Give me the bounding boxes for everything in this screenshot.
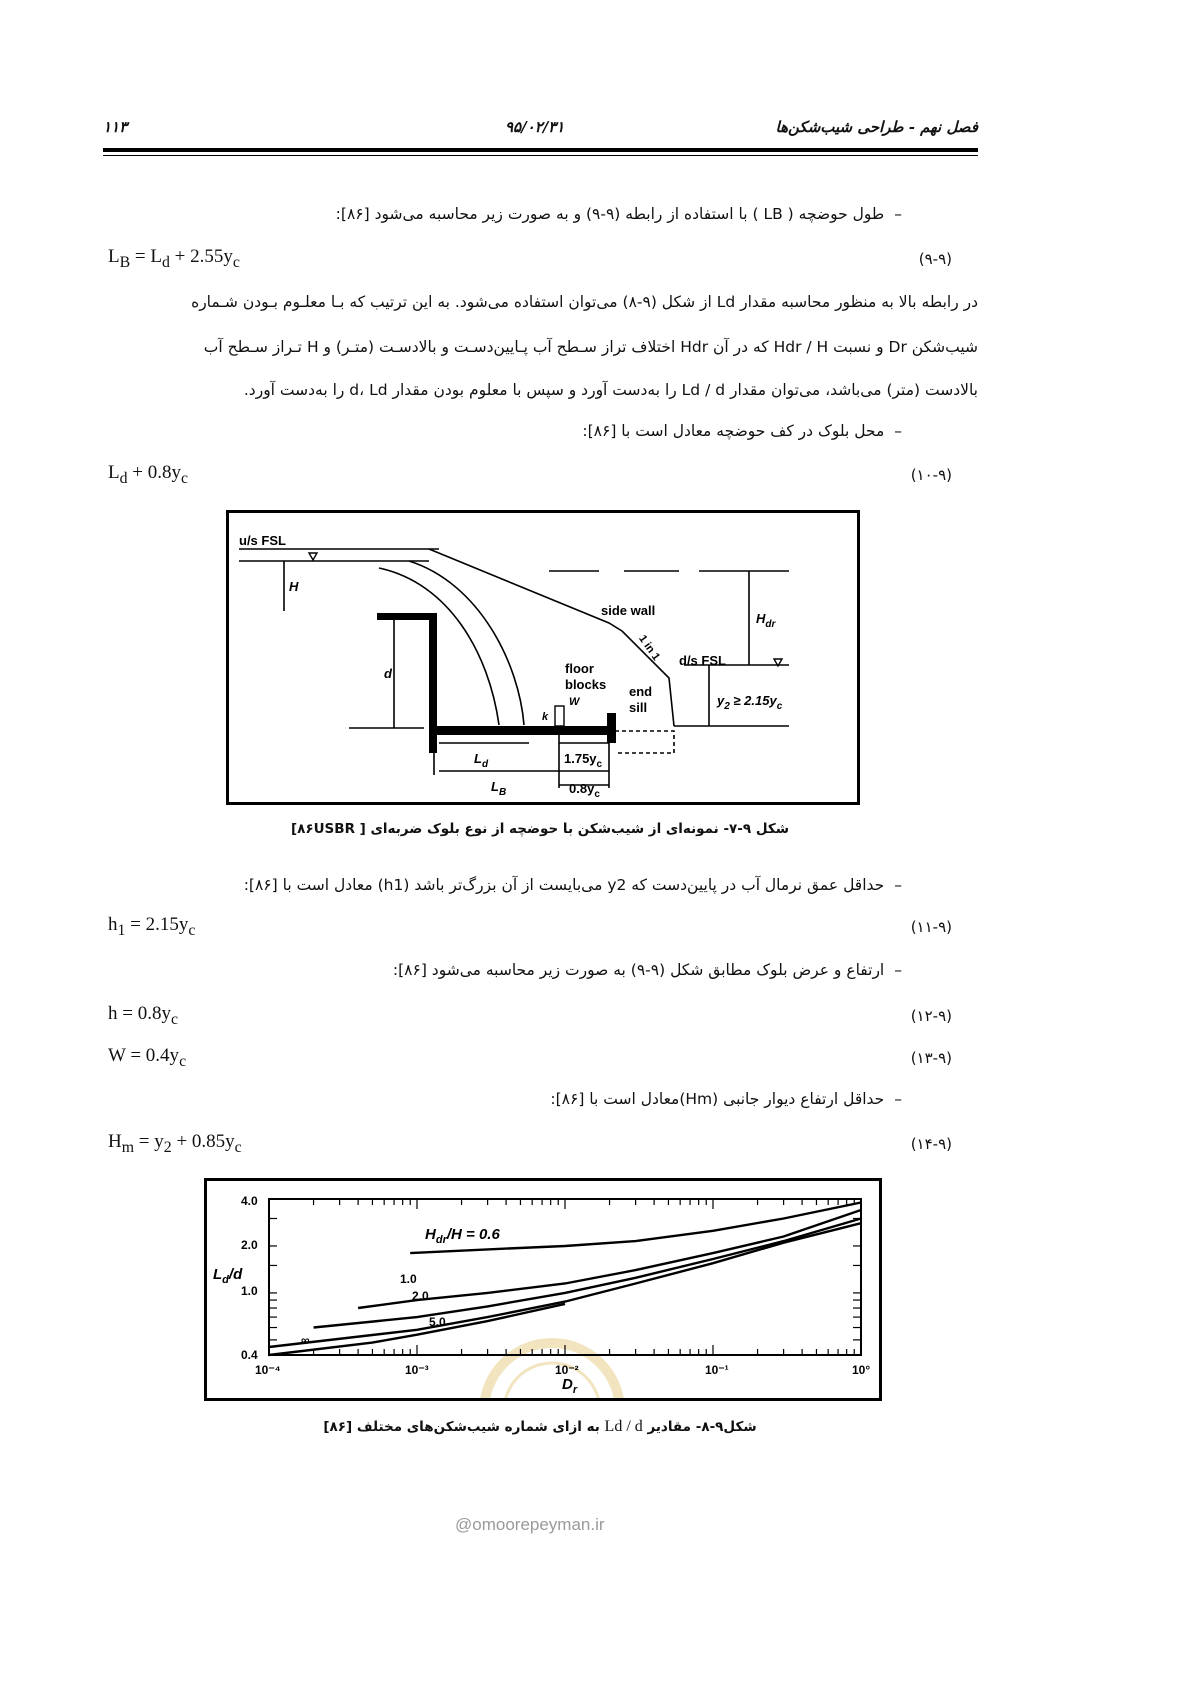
series-label-10: 1.0 [400,1272,417,1286]
paragraph-line-1: در رابطه بالا به منظور محاسبه مقدار Ld از شکل (۹-۸) می‌توان استفاده می‌شود. به این ترتیب که بـا معلـوم بـودن شـماره [191,293,978,311]
bullet-block-location: –محل بلوک در کف حوضچه معادل است با [۸۶]: [582,422,902,440]
x-tick-1e-4: 10⁻⁴ [255,1363,281,1377]
chapter-title: فصل نهم - طراحی شیب‌شکن‌ها [775,118,978,136]
paragraph-line-2: شیب‌شکن Dr و نسبت Hdr / H که در آن Hdr اختلاف تراز سـطح آب پـایین‌دسـت و بالادسـت (متـر) و H تـراز سـطح آب [203,338,978,356]
header-date: ۹۵/۰۲/۳۱ [505,118,565,136]
equation-number-9-9: (۹-۹) [918,250,952,268]
bullet-min-depth: –حداقل عمق نرمال آب در پایین‌دست که y2 می‌بایست از آن بزرگ‌تر باشد (h1) معادل است با [۸۶]: [243,876,902,894]
y-tick-04: 0.4 [241,1348,258,1362]
label-us-fsl: u/s FSL [239,533,286,548]
label-ds-fsl: d/s FSL [679,653,726,668]
end-sill-block [607,713,616,743]
equation-number-12-9: (۱۲-۹) [910,1007,952,1025]
bullet-block-size: –ارتفاع و عرض بلوک مطابق شکل (۹-۹) به صورت زیر محاسبه می‌شود [۸۶]: [392,961,902,979]
bullet-dash: – [894,205,902,223]
equation-9-9: $L_B = L_d + 2.55y_c$ [108,246,240,271]
equation-10-9: $L_d + 0.8y_c$ [108,462,189,487]
series-line-1 [358,1210,861,1308]
watermark-text: @omoorepeyman.ir [455,1515,605,1534]
label-H: H [289,579,299,594]
label-175yc: $1.75y_c$ [564,751,603,770]
series-label-inf: ∞ [301,1333,310,1347]
bullet-text: طول حوضچه ( LB ) با استفاده از رابطه (۹-۹) و به صورت زیر محاسبه می‌شود [۸۶]: [335,205,885,223]
equation-13-9: $W = 0.4y_c$ [108,1045,187,1070]
x-tick-1e-2: 10⁻² [555,1363,579,1377]
y-tick-4: 4.0 [241,1194,258,1208]
equation-12-9: $h = 0.8y_c$ [108,1003,178,1028]
series-label-50: 5.0 [429,1315,446,1329]
y-axis-label: $L_d/d$ [213,1266,243,1286]
basin-floor [429,726,614,735]
bullet-basin-length [336,205,902,223]
header-rule-thin [103,155,978,156]
x-tick-1e-3: 10⁻³ [405,1363,429,1377]
paragraph-line-3: بالادست (متر) می‌باشد، می‌توان مقدار Ld / d را به‌دست آورد و سپس با معلوم بودن مقدار d، Ld را به‌دست آورد. [243,381,978,399]
label-y2-relation: $y_2 \ge 2.15y_c$ [717,693,783,712]
series-label-20: 2.0 [412,1289,429,1303]
ld-d-chart [207,1181,879,1398]
figure-7-caption: شکل ۹-۷- نمونه‌ای از شیب‌شکن با حوضچه از نوع بلوک ضربه‌ای [ ۸۶USBR] [290,821,790,837]
equation-11-9: $h_1 = 2.15y_c$ [108,914,196,939]
equation-number-14-9: (۱۴-۹) [910,1135,952,1153]
series-line-3 [269,1223,861,1347]
label-side-wall: side wall [601,603,656,618]
floor-block [555,706,564,726]
label-blocks: blocks [565,677,607,692]
watermark-seal [484,1343,620,1398]
label-W: W [569,696,580,708]
figure-drop-structure [226,510,860,805]
equation-number-13-9: (۱۳-۹) [910,1049,952,1067]
figure-8-caption: شکل۹-۸- مقادیر Ld / d به ازای شماره شیب‌شکن‌های مختلف [۸۶] [323,1418,757,1435]
series-line-2 [314,1219,861,1328]
equation-number-11-9: (۱۱-۹) [910,918,952,936]
label-floor: floor [565,661,594,676]
header-rule-thick [103,148,978,152]
label-Hdr: $H_{dr}$ [756,611,776,630]
label-1-in-1: 1 in 1 [636,632,663,663]
drop-wall-top [377,613,437,620]
label-LB: $L_B$ [491,779,507,798]
figure-ld-d-chart [204,1178,882,1401]
equation-14-9: $H_m = y_2 + 0.85y_c$ [108,1131,242,1156]
y-tick-1: 1.0 [241,1284,258,1298]
label-08yc: $0.8y_c$ [569,781,600,800]
label-sill: sill [629,700,648,715]
x-tick-1e-1: 10⁻¹ [705,1363,729,1377]
side-wall-top [429,549,622,631]
x-tick-1e0: 10° [852,1363,871,1377]
label-k: k [542,711,549,723]
label-Ld: $L_d$ [474,751,489,770]
x-axis-label: $D_r$ [562,1376,578,1396]
label-d: d [384,666,392,681]
nappe-upper [409,561,524,725]
plot-frame [269,1199,861,1355]
y-tick-2: 2.0 [241,1238,258,1252]
page-number: ۱۱۳ [103,118,128,136]
equation-number-10-9: (۱۰-۹) [910,466,952,484]
drop-structure-diagram [229,513,857,802]
label-end: end [629,684,653,699]
nappe-lower [379,568,499,725]
bullet-wall-height: –حداقل ارتفاع دیوار جانبی (Hm)معادل است با [۸۶]: [550,1090,902,1108]
series-label-06: $H_{dr}/H = 0.6$ [425,1226,500,1246]
